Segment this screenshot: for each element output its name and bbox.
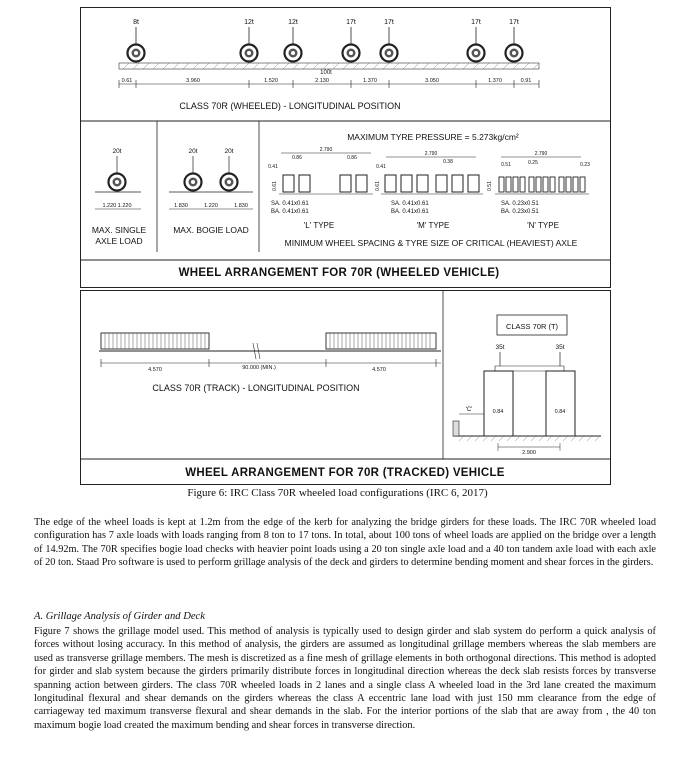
n-type-sa: SA. 0.23x0.51	[501, 201, 539, 207]
paragraph-2: Figure 7 shows the grillage model used. This method of analysis is typically used to design girder and slab system do perform a quick analysis of forces without losing accuracy. In this method of analysis, the girders are assumed as longitudinal grillage members whereas the slab members are used as transverse grillage members. The mesh is discretized as a fine mesh of grillage elements in both orthogonal directions. This method is adopted for girder and slab system because the girders primarily distribute forces in longitudinal direction whereas the deck slab resists forces by transverse spanning action between girders. The class 70R wheeled loads in 2 lanes and a single class A wheeled load in the 3rd lane created the maximum longitudinal flexural and shear demands on the girders whereas the class A eccentric lane load with just 150 mm clearance from the edge of carriageway ted maximum transverse flexural and shear demands in the slab. For the interior portions of the slab that are away from , the 40 ton maximum bogie load created the maximum bending and shear forces in transverse direction.	[34, 626, 656, 731]
track-load-left: 35t	[495, 344, 505, 351]
axle-loads	[133, 19, 519, 44]
wheeled-diagram	[81, 8, 610, 287]
axle-load-label: 8t	[133, 19, 139, 26]
bogie-load-label: 20t	[224, 148, 234, 155]
l-type-top-dim: 2.790	[319, 147, 333, 153]
m-type-side-dim: 0.41	[376, 164, 386, 170]
l-type-side-dim: 0.41	[268, 164, 278, 170]
axle-load-label: 17t	[346, 19, 356, 26]
track-width-left: 0.84	[492, 409, 504, 415]
figure-wheeled-70r	[80, 7, 611, 288]
n-type-right-dim: 0.23	[580, 162, 590, 168]
longitudinal-dimensions	[119, 78, 539, 88]
l-type-left-dim: 0.86	[292, 155, 302, 161]
l-type-name: 'L' TYPE	[303, 221, 335, 230]
spacing-label: 3.050	[425, 78, 439, 84]
wheels-longitudinal	[128, 45, 523, 62]
n-type-top-dim: 2.790	[534, 151, 548, 157]
l-type-height-dim: 0.61	[272, 181, 278, 191]
track-width-right: 0.84	[554, 409, 566, 415]
n-type-height-dim: 0.51	[487, 181, 493, 191]
cross-section-title: CLASS 70R (T)	[505, 322, 559, 331]
bogie-dim: 1.830	[234, 203, 248, 209]
longitudinal-title: CLASS 70R (WHEELED) - LONGITUDINAL POSITION	[179, 101, 401, 111]
n-type-name: 'N' TYPE	[527, 221, 559, 230]
tracked-diagram	[81, 291, 610, 484]
single-axle-caption: AXLE LOAD	[95, 236, 143, 246]
tracked-arrangement-title: WHEEL ARRANGEMENT FOR 70R (TRACKED) VEHICLE	[185, 467, 505, 479]
spacing-label: 1.520	[264, 78, 278, 84]
m-type-height-dim: 0.61	[375, 181, 381, 191]
paragraph-1: The edge of the wheel loads is kept at 1.2m from the edge of the kerb for analyzing the bridge girders for these loads. The IRC 70R wheeled load configuration has 7 axle loads with loads ranging from 8 ton to 17 tons. In total, about 100 tons of wheel loads are applied on the bridge over a length of 14.92m. The 70R specifies bogie load checks with heavier point loads using a 20 ton single axle load and a 40 ton tandem axle load with each axle of 20 ton. Staad Pro software is used to perform grillage analysis of the deck and girders to determine bending moment and shear forces in the girders.	[34, 517, 656, 569]
axle-load-label: 17t	[471, 19, 481, 26]
single-axle-dims: 1.220 1.220	[102, 203, 132, 209]
spacing-label: 0.61	[121, 78, 133, 84]
axle-load-label: 17t	[509, 19, 519, 26]
axle-load-label: 12t	[288, 19, 298, 26]
spacing-label: 2.130	[315, 78, 329, 84]
wheeled-arrangement-title: WHEEL ARRANGEMENT FOR 70R (WHEELED VEHICLE)	[178, 267, 500, 279]
m-type-ba: BA. 0.41x0.61	[391, 209, 429, 215]
n-type-mid-dim: 0.25	[528, 160, 538, 166]
n-type-ba: BA. 0.23x0.51	[501, 209, 539, 215]
bogie-panel	[169, 148, 253, 235]
m-type-panel	[375, 151, 483, 230]
track-right-length: 4.570	[372, 367, 386, 373]
l-type-right-dim: 0.86	[347, 155, 357, 161]
l-type-sa: SA. 0.41x0.61	[271, 201, 309, 207]
total-load-label: 100t	[320, 70, 332, 76]
track-gap: 90.000 (MIN.)	[242, 365, 276, 371]
wheel-spacing-caption: MINIMUM WHEEL SPACING & TYRE SIZE OF CRITICAL (HEAVIEST) AXLE	[284, 238, 578, 248]
bogie-load-label: 20t	[188, 148, 198, 155]
bogie-dim: 1.830	[174, 203, 188, 209]
bogie-caption: MAX. BOGIE LOAD	[173, 225, 249, 235]
spacing-label: 1.370	[363, 78, 377, 84]
tyre-pressure: MAXIMUM TYRE PRESSURE = 5.273kg/cm²	[347, 132, 519, 142]
section-heading: A. Grillage Analysis of Girder and Deck	[34, 611, 205, 622]
spacing-label: 0.91	[520, 78, 532, 84]
l-type-panel	[268, 147, 373, 230]
axle-load-label: 17t	[384, 19, 394, 26]
single-axle-panel	[92, 148, 147, 246]
n-type-panel	[487, 151, 590, 230]
track-left-length: 4.570	[148, 367, 162, 373]
track-longitudinal-title: CLASS 70R (TRACK) - LONGITUDINAL POSITION	[152, 383, 360, 393]
figure-caption: Figure 6: IRC Class 70R wheeled load configurations (IRC 6, 2017)	[187, 487, 488, 499]
figure-tracked-70r	[80, 290, 611, 485]
single-axle-caption: MAX. SINGLE	[91, 225, 147, 235]
m-type-name: 'M' TYPE	[416, 221, 450, 230]
track-spacing: 2.900	[522, 450, 536, 456]
bogie-dim: 1.220	[204, 203, 218, 209]
spacing-label: 1.370	[488, 78, 502, 84]
clearance-label: 'C'	[465, 407, 473, 413]
spacing-label: 3.960	[186, 78, 200, 84]
m-type-right-dim: 0.38	[443, 159, 453, 165]
axle-load-label: 12t	[244, 19, 254, 26]
n-type-left-dim: 0.51	[501, 162, 511, 168]
single-axle-load: 20t	[112, 148, 122, 155]
track-patches	[101, 333, 436, 349]
m-type-sa: SA. 0.41x0.61	[391, 201, 429, 207]
track-load-right: 35t	[555, 344, 565, 351]
l-type-ba: BA. 0.41x0.61	[271, 209, 309, 215]
tracked-cross-section	[453, 315, 601, 456]
m-type-top-dim: 2.790	[424, 151, 438, 157]
